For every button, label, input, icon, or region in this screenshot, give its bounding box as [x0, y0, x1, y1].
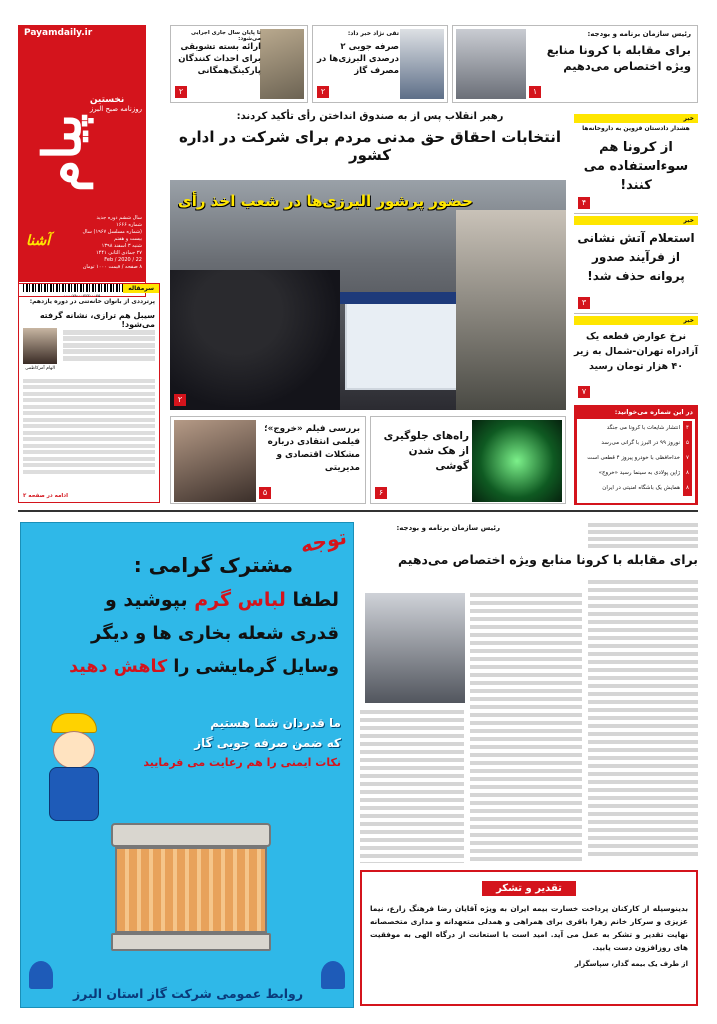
teaser-gas[interactable]: تقی نژاد خبر داد: صرفه جویی ۲ درصدی البرزی‌ها در مصرف گاز ۲ — [312, 25, 448, 103]
index-item[interactable]: ۸ همایش یک باشگاه امنیتی در ایران — [580, 481, 692, 496]
film-photo — [174, 420, 256, 502]
thanks-sign: از طرف یک بیمه گذار، سپاسگزار — [574, 960, 688, 968]
masthead — [18, 25, 146, 297]
editorial-label: سرمقاله — [123, 284, 159, 293]
ballot-box — [345, 300, 465, 390]
article-col-3-top — [360, 710, 464, 863]
logo-word: پیام — [32, 113, 93, 192]
continue-link[interactable]: ادامه در صفحه ۲ — [23, 493, 68, 499]
ad-line3: وسایل گرمایشی را کاهش دهید — [69, 657, 339, 677]
lower-kicker: رئیس سازمان برنامه و بودجه: — [396, 524, 500, 532]
side-news-3[interactable]: خبر نرخ عوارض قطعه یک آزادراه تهران-شمال به زیر ۴۰ هزار تومان رسید ۷ — [574, 317, 698, 396]
issue-meta: سال ششم دوره جدید شماره ۱۶۶۶ (شماره مسلسل ۱۹۶۷) سال بیست و هفتم شنبه ۳ اسفند ۱۳۹۸ ۲۷ جمادی الثانی ۱۴۴۱ 22 / Feb / 2020 ۸ صفحه / قیمت ۱۰۰۰ تومان — [82, 215, 142, 270]
side-news-1[interactable]: خبر هشدار دادستان قزوین به داروخانه‌ها از کرونا هم سوءاستفاده می کنند! ۴ — [574, 114, 698, 214]
logo-sub: آشنا — [26, 233, 51, 249]
flame-logo-right — [321, 961, 345, 989]
ad-slogan: ما قدردان شما هستیم که ضمن صرفه جویی گاز نکات ایمنی را هم رعایت می فرمایید — [143, 716, 341, 769]
lead-photo[interactable]: حضور پرشور البرزی‌ها در شعب اخذ رأی ۲ — [170, 180, 566, 410]
index-item[interactable]: ۵ نوروز ۹۹ در البرز با گرانی می‌رسد — [580, 436, 692, 451]
lead-headline[interactable]: انتخابات احقاق حق مدنی مردم برای شرکت در اداره کشور — [179, 128, 561, 164]
official-photo — [456, 29, 526, 99]
ad-footer: روابط عمومی شرکت گاز استان البرز — [72, 986, 304, 1001]
index-item[interactable]: ۷ خداحافظی با خودرو پیروز ۴ قطعی است — [580, 451, 692, 466]
editorial-body — [63, 328, 155, 372]
phone-photo — [472, 420, 562, 502]
index-item[interactable]: ۴ انتشار شایعات با کرونا می جنگد — [580, 421, 692, 436]
thanks-title: تقدیر و تشکر — [482, 881, 576, 896]
tagline: نخستین روزنامه صبح البرز — [89, 95, 142, 113]
feature-hack[interactable]: راه‌های جلوگیری از هک شدن گوشی ۶ — [370, 416, 566, 504]
barcode: ۰۰۰۰۲۹۰۰۰۴۲۳۰۰۰۴۵ — [18, 281, 146, 297]
feature-film[interactable]: بررسی فیلم «خروج»؛ فیلمی انتقادی درباره مشکلات اقتصادی و مدیریتی ۵ — [170, 416, 366, 504]
teaser-budget[interactable]: رئیس سازمان برنامه و بودجه: برای مقابله با کرونا منابع ویژه اختصاص می‌دهیم ۱ — [452, 25, 698, 103]
construction-photo — [260, 29, 304, 99]
person-photo — [400, 29, 444, 99]
flame-logo-left — [29, 961, 53, 989]
thanks-body: بدینوسیله از کارکنان پرداخت خسارت بیمه ایران به ویژه آقایان رضا فرهنگ زارع، نیما عزیزی و سرکار خانم زهرا باقری برای همراهی و همدلی متعهدانه و مداری متخصصانه نهایت تقدیر و تشکر به عمل می آید. امید است با استعانت از درگاه الهی به موفقیت های روزافزون دست یابید. — [370, 904, 688, 952]
photo-caption: حضور پرشور البرزی‌ها در شعب اخذ رأی — [178, 192, 473, 210]
voter — [456, 210, 566, 410]
editorial[interactable]: سرمقاله پرترددی از بانوان خانه‌تنی در دوره یازدهم: سیبل هم ترازی، نشانه گرفته می‌شود! الهام آمرکاظمی ادامه در صفحه ۲ — [18, 283, 160, 503]
heater-icon — [111, 823, 271, 953]
site-url[interactable]: Payamdaily.ir — [24, 28, 93, 38]
article-col-2-top — [470, 593, 582, 863]
gas-ad[interactable] — [20, 522, 354, 1008]
issue-index: در این شماره می‌خوانید: ۴ انتشار شایعات با کرونا می جنگد ۵ نوروز ۹۹ در البرز با گرانی می‌رسد ۷ خداحافظی با خودرو پیروز ۴ قطعی است ۸ ژاپن پولادی به سینما رسید «خروج» ۸ همایش یک باشگاه امنیتی در ایران — [574, 405, 698, 505]
lead-kicker: رهبر انقلاب پس از به صندوق انداختن رأی تأکید کردند: — [236, 111, 504, 122]
side-news-2[interactable]: خبر استعلام آتش نشانی از فرآیند صدور پروانه حذف شد! ۳ — [574, 216, 698, 314]
mascot-icon — [35, 713, 113, 823]
lower-headline[interactable]: برای مقابله با کرونا منابع ویژه اختصاص می‌دهیم — [397, 552, 698, 567]
teaser-parking[interactable]: تا پایان سال جاری اجرایی می‌شود: ارائه بسته تشویقی برای احداث کنندگان پارکینگ‌همگانی ۲ — [170, 25, 308, 103]
article-col-1-body — [588, 580, 698, 860]
ad-line1: لطفا لباس گرم بپوشید و — [104, 589, 339, 611]
section-divider — [18, 510, 698, 512]
thanks-box — [360, 870, 698, 1006]
index-item[interactable]: ۸ ژاپن پولادی به سینما رسید «خروج» — [580, 466, 692, 481]
editorial-body-cont — [23, 376, 155, 486]
ad-line2: قدری شعله بخاری ها و دیگر — [91, 623, 339, 644]
crowd — [170, 270, 340, 410]
lower-photo — [365, 593, 465, 703]
ad-notice: توجه — [298, 524, 349, 558]
author-photo — [23, 328, 57, 364]
ad-greeting: مشترک گرامی : — [133, 553, 293, 577]
ballot-box-lid — [338, 292, 472, 304]
author-name: الهام آمرکاظمی — [25, 366, 55, 371]
